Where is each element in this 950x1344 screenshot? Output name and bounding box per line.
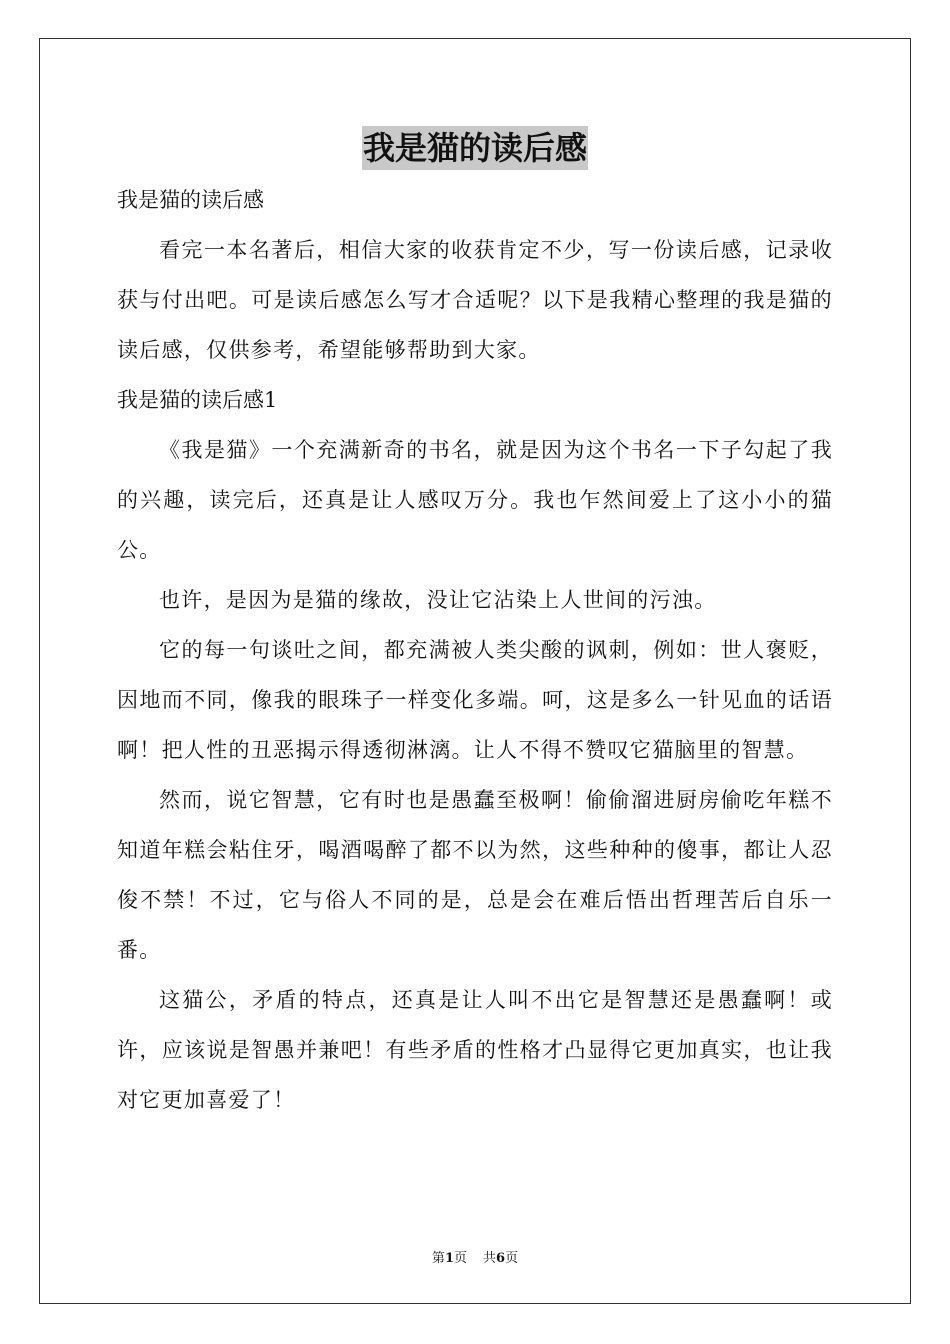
total-pages-number: 6 [496,1251,506,1266]
body-paragraph: 这猫公，矛盾的特点，还真是让人叫不出它是智慧还是愚蠢啊！或许，应该说是智愚并兼吧！有些矛盾的性格才凸显得它更加真实，也让我对它更加喜爱了！ [117,988,833,1112]
section-heading: 我是猫的读后感1 [117,388,278,412]
body-paragraph: 然而，说它智慧，它有时也是愚蠢至极啊！偷偷溜进厨房偷吃年糕不知道年糕会粘住牙，喝酒喝醉了都不以为然，这些种种的傻事，都让人忍俊不禁！不过，它与俗人不同的是，总是会在难后悟出哲理苦后自乐一番。 [117,788,833,962]
current-page-number: 1 [444,1251,454,1266]
document-title-container [0,126,950,170]
total-suffix: 页 [505,1251,519,1266]
body-paragraph: 也许，是因为是猫的缘故，没让它沾染上人世间的污浊。 [159,588,717,612]
body-paragraph: 《我是猫》一个充满新奇的书名，就是因为这个书名一下子勾起了我的兴趣，读完后，还真是让人感叹万分。我也乍然间爱上了这小小的猫公。 [117,438,833,562]
page-footer [0,1247,950,1266]
total-prefix: 共 [483,1251,497,1266]
document-title: 我是猫的读后感 [362,126,588,170]
body-paragraph: 它的每一句谈吐之间，都充满被人类尖酸的讽刺，例如：世人褒贬，因地而不同，像我的眼珠子一样变化多端。呵，这是多么一针见血的话语啊！把人性的丑恶揭示得透彻淋漓。让人不得不赞叹它猫脑里的智慧。 [117,638,833,762]
page-suffix: 页 [453,1251,467,1266]
page-prefix: 第 [431,1251,445,1266]
document-body [117,175,833,1125]
intro-paragraph: 看完一本名著后，相信大家的收获肯定不少，写一份读后感，记录收获与付出吧。可是读后感怎么写才合适呢？以下是我精心整理的我是猫的读后感，仅供参考，希望能够帮助到大家。 [117,238,833,362]
document-subtitle: 我是猫的读后感 [117,188,264,212]
